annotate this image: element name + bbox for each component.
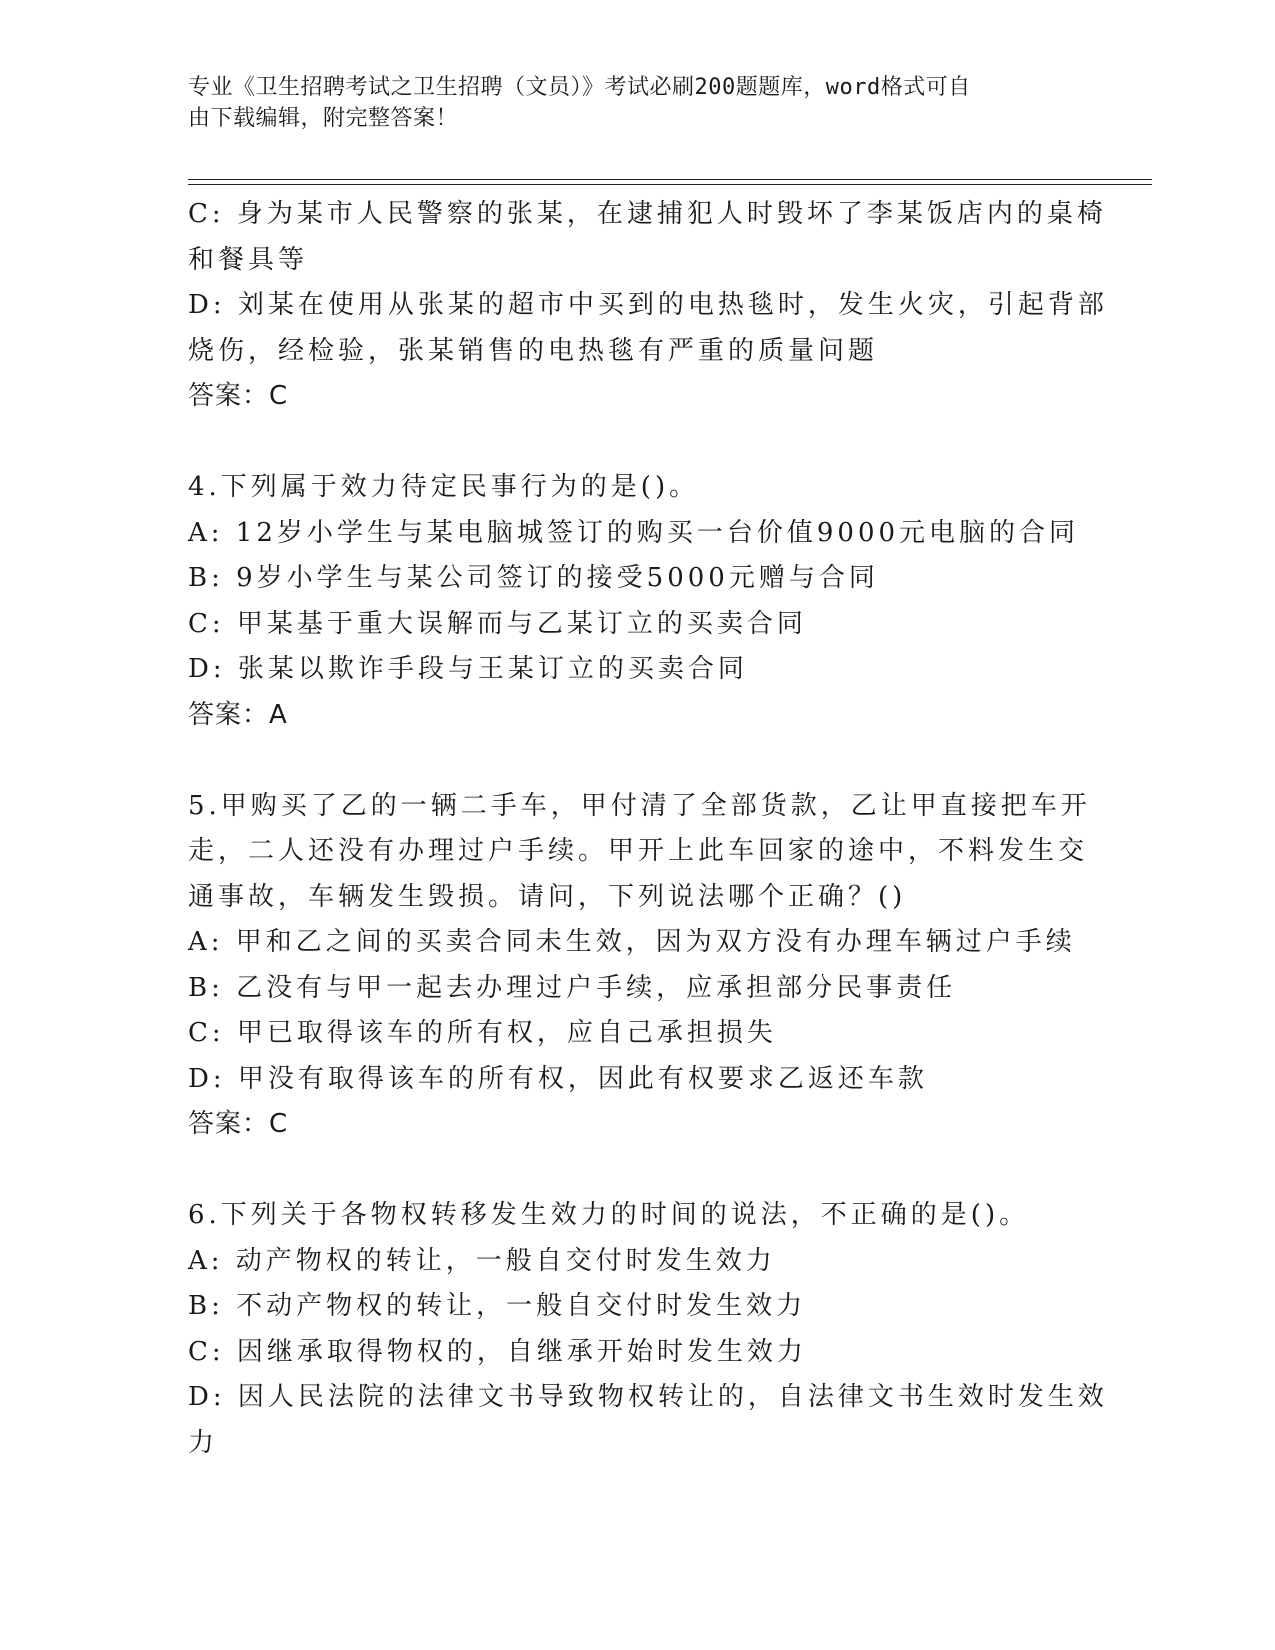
- q6-question: 6.下列关于各物权转移发生效力的时间的说法，不正确的是()。: [188, 1200, 1030, 1230]
- q4-option-a: A: 12岁小学生与某电脑城签订的购买一台价值9000元电脑的合同: [188, 517, 1080, 548]
- q3-option-c-line-1: C: 身为某市人民警察的张某，在逮捕犯人时毁坏了李某饭店内的桌椅: [188, 199, 1107, 229]
- header-line-2: 由下载编辑，附完整答案！: [188, 106, 459, 131]
- q5-question-line-2: 走，二人还没有办理过户手续。甲开上此车回家的途中，不料发生交: [188, 836, 1089, 866]
- q6-option-d-line-1: D: 因人民法院的法律文书导致物权转让的，自法律文书生效时发生效: [188, 1382, 1108, 1412]
- question-4-block: [188, 465, 1088, 738]
- question-3-block: [188, 192, 1108, 420]
- q5-option-a: A: 甲和乙之间的买卖合同未生效，因为双方没有办理车辆过户手续: [188, 927, 1076, 957]
- q5-question-line-3: 通事故，车辆发生毁损。请问，下列说法哪个正确？(): [188, 881, 907, 912]
- q4-question: 4.下列属于效力待定民事行为的是()。: [188, 472, 700, 502]
- q5-answer: 答案：C: [188, 1109, 289, 1139]
- question-5-block: [188, 784, 1091, 1148]
- q5-option-d: D: 甲没有取得该车的所有权，因此有权要求乙返还车款: [188, 1063, 928, 1094]
- question-content: [188, 192, 1108, 1466]
- document-header: [188, 72, 1088, 134]
- header-divider-bottom: [188, 184, 1152, 185]
- question-6-block: [188, 1193, 1108, 1466]
- header-divider-top: [188, 179, 1152, 180]
- q3-option-d-line-2: 烧伤，经检验，张某销售的电热毯有严重的质量问题: [188, 335, 879, 366]
- q4-option-d: D: 张某以欺诈手段与王某订立的买卖合同: [188, 654, 748, 684]
- q5-question-line-1: 5.甲购买了乙的一辆二手车，甲付清了全部货款，乙让甲直接把车开: [188, 790, 1091, 821]
- q5-option-b: B: 乙没有与甲一起去办理过户手续，应承担部分民事责任: [188, 972, 957, 1003]
- q3-option-d-line-1: D: 刘某在使用从张某的超市中买到的电热毯时，发生火灾，引起背部: [188, 290, 1108, 320]
- q6-option-b: B: 不动产物权的转让，一般自交付时发生效力: [188, 1291, 807, 1321]
- q4-answer: 答案：A: [188, 699, 288, 730]
- spacer: [188, 738, 1088, 784]
- header-line-1: 专业《卫生招聘考试之卫生招聘（文员）》考试必刷200题题库，word格式可自: [188, 75, 971, 100]
- q3-option-c-line-2: 和餐具等: [188, 244, 309, 275]
- q6-option-c: C: 因继承取得物权的，自继承开始时发生效力: [188, 1336, 807, 1367]
- q4-option-b: B: 9岁小学生与某公司签订的接受5000元赠与合同: [188, 563, 879, 593]
- q6-option-d-line-2: 力: [188, 1427, 219, 1458]
- q6-option-a: A: 动产物权的转让，一般自交付时发生效力: [188, 1245, 776, 1276]
- q4-option-c: C: 甲某基于重大误解而与乙某订立的买卖合同: [188, 608, 807, 639]
- spacer: [188, 1148, 1088, 1194]
- q5-option-c: C: 甲已取得该车的所有权，应自己承担损失: [188, 1018, 777, 1048]
- spacer: [188, 420, 1088, 466]
- q3-answer: 答案：C: [188, 381, 289, 411]
